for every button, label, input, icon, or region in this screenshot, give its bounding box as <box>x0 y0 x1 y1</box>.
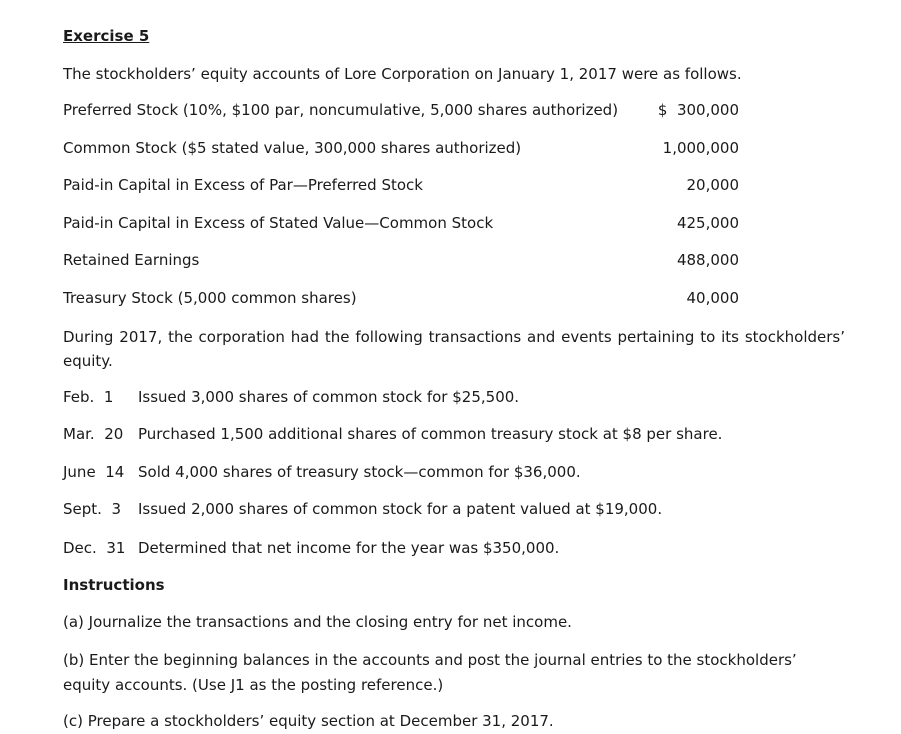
account-row <box>63 175 739 195</box>
account-row <box>63 288 739 308</box>
account-amount: 20,000 <box>686 176 739 194</box>
account-amount: 425,000 <box>676 214 739 232</box>
account-label: Retained Earnings <box>63 251 200 269</box>
account-label: Paid-in Capital in Excess of Par—Preferred Stock <box>63 176 423 194</box>
account-label: Treasury Stock (5,000 common shares) <box>63 289 357 307</box>
transaction-text: Issued 3,000 shares of common stock for $25,500. <box>138 388 520 406</box>
account-label: Preferred Stock (10%, $100 par, noncumulative, 5,000 shares authorized) <box>63 101 619 119</box>
transaction-text: Purchased 1,500 additional shares of common treasury stock at $8 per share. <box>138 425 723 443</box>
transaction-date: Feb. 1 <box>63 388 114 406</box>
transaction-text: Issued 2,000 shares of common stock for a patent valued at $19,000. <box>138 500 663 518</box>
transaction-date: Sept. 3 <box>63 500 122 518</box>
instructions-heading: Instructions <box>63 576 165 594</box>
account-label: Common Stock ($5 stated value, 300,000 shares authorized) <box>63 139 522 157</box>
account-amount: 1,000,000 <box>662 139 739 157</box>
instruction-item: (b) Enter the beginning balances in the accounts and post the journal entries to the stockholders’ equity accounts. (Use J1 as the posting reference.) <box>63 651 797 694</box>
transaction-date: June 14 <box>63 463 125 481</box>
account-label: Paid-in Capital in Excess of Stated Value—Common Stock <box>63 214 494 232</box>
account-row <box>63 138 739 158</box>
exercise-title: Exercise 5 <box>63 27 150 45</box>
account-amount: 40,000 <box>686 289 739 307</box>
account-amount: $ 300,000 <box>657 101 739 119</box>
transaction-text: Determined that net income for the year was $350,000. <box>138 539 560 557</box>
transaction-text: Sold 4,000 shares of treasury stock—common for $36,000. <box>138 463 581 481</box>
transaction-date: Mar. 20 <box>63 425 124 443</box>
account-row <box>63 100 739 120</box>
transactions-intro: During 2017, the corporation had the following transactions and events pertaining to its stockholders’ equity. <box>63 328 845 370</box>
transaction-date: Dec. 31 <box>63 539 126 557</box>
instruction-item: (c) Prepare a stockholders’ equity section at December 31, 2017. <box>63 712 554 730</box>
instruction-item: (a) Journalize the transactions and the closing entry for net income. <box>63 613 572 631</box>
exercise-intro: The stockholders’ equity accounts of Lore Corporation on January 1, 2017 were as follows. <box>63 65 742 83</box>
account-row <box>63 213 739 233</box>
account-amount: 488,000 <box>676 251 739 269</box>
account-row <box>63 250 739 270</box>
